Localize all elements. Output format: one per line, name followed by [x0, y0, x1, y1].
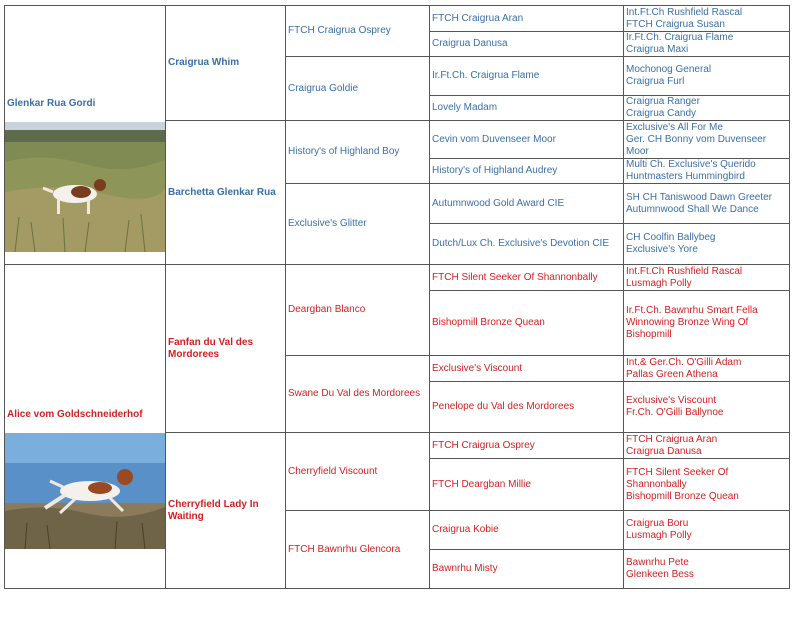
gen4-name[interactable]: FTCH Craigrua Aran: [430, 6, 624, 32]
gen5-pair[interactable]: Ir.Ft.Ch. Craigrua Flame Craigrua Maxi: [624, 32, 790, 57]
gen4-name[interactable]: Ir.Ft.Ch. Craigrua Flame: [430, 57, 624, 96]
gen5-pair[interactable]: FTCH Silent Seeker Of Shannonbally Bishopmill Bronze Quean: [624, 459, 790, 511]
gen5-pair[interactable]: Int.Ft.Ch Rushfield Rascal Lusmagh Polly: [624, 265, 790, 291]
gen4-name[interactable]: FTCH Deargban Millie: [430, 459, 624, 511]
gen5-pair[interactable]: SH CH Taniswood Dawn Greeter Autumnwood Shall We Dance: [624, 184, 790, 224]
dam-dam-sire-name[interactable]: Cherryfield Viscount: [286, 433, 430, 511]
gen4-name[interactable]: Autumnwood Gold Award CIE: [430, 184, 624, 224]
sire-sire-sire-name[interactable]: FTCH Craigrua Osprey: [286, 6, 430, 57]
gen4-name[interactable]: History's of Highland Audrey: [430, 159, 624, 184]
dam-cell: [5, 265, 166, 589]
gen4-name[interactable]: Dutch/Lux Ch. Exclusive's Devotion CIE: [430, 224, 624, 265]
dam-sire-sire-name[interactable]: Deargban Blanco: [286, 265, 430, 356]
gen5-pair[interactable]: CH Coolfin Ballybeg Exclusive's Yore: [624, 224, 790, 265]
gen5-pair[interactable]: Int.& Ger.Ch. O'Gilli Adam Pallas Green Athena: [624, 356, 790, 382]
dog-in-field-icon: [5, 122, 165, 252]
running-dog-icon: [5, 433, 165, 549]
gen4-name[interactable]: Craigrua Danusa: [430, 32, 624, 57]
gen5-pair[interactable]: Ir.Ft.Ch. Bawnrhu Smart Fella Winnowing Bronze Wing Of Bishopmill: [624, 291, 790, 356]
dam-dam-name[interactable]: Cherryfield Lady In Waiting: [166, 433, 286, 589]
dam-sire-dam-name[interactable]: Swane Du Val des Mordorees: [286, 356, 430, 433]
sire-name[interactable]: Glenkar Rua Gordi: [7, 98, 96, 109]
gen4-name[interactable]: Exclusive's Viscount: [430, 356, 624, 382]
sire-dam-sire-name[interactable]: History's of Highland Boy: [286, 121, 430, 184]
gen4-name[interactable]: Bawnrhu Misty: [430, 550, 624, 589]
gen4-name[interactable]: Lovely Madam: [430, 96, 624, 121]
gen4-name[interactable]: FTCH Craigrua Osprey: [430, 433, 624, 459]
sire-sire-name[interactable]: Craigrua Whim: [166, 6, 286, 121]
sire-dam-dam-name[interactable]: Exclusive's Glitter: [286, 184, 430, 265]
pedigree-table: [4, 5, 790, 589]
gen5-pair[interactable]: FTCH Craigrua Aran Craigrua Danusa: [624, 433, 790, 459]
gen4-name[interactable]: Bishopmill Bronze Quean: [430, 291, 624, 356]
gen5-pair[interactable]: Exclusive's Viscount Fr.Ch. O'Gilli Ballynoe: [624, 382, 790, 433]
gen5-pair[interactable]: Mochonog General Craigrua Furl: [624, 57, 790, 96]
sire-sire-dam-name[interactable]: Craigrua Goldie: [286, 57, 430, 121]
sire-cell: [5, 6, 166, 265]
gen4-name[interactable]: Cevin vom Duvenseer Moor: [430, 121, 624, 159]
gen4-name[interactable]: Craigrua Kobie: [430, 511, 624, 550]
dam-photo: [5, 433, 165, 549]
gen4-name[interactable]: Penelope du Val des Mordorees: [430, 382, 624, 433]
dam-dam-dam-name[interactable]: FTCH Bawnrhu Glencora: [286, 511, 430, 589]
gen5-pair[interactable]: Exclusive's All For Me Ger. CH Bonny vom Duvenseer Moor: [624, 121, 790, 159]
sire-dam-name[interactable]: Barchetta Glenkar Rua: [166, 121, 286, 265]
dam-sire-name[interactable]: Fanfan du Val des Mordorees: [166, 265, 286, 433]
gen5-pair[interactable]: Int.Ft.Ch Rushfield Rascal FTCH Craigrua Susan: [624, 6, 790, 32]
gen5-pair[interactable]: Multi Ch. Exclusive's Querido Huntmasters Hummingbird: [624, 159, 790, 184]
gen4-name[interactable]: FTCH Silent Seeker Of Shannonbally: [430, 265, 624, 291]
gen5-pair[interactable]: Craigrua Ranger Craigrua Candy: [624, 96, 790, 121]
sire-photo: [5, 122, 165, 252]
gen5-pair[interactable]: Bawnrhu Pete Glenkeen Bess: [624, 550, 790, 589]
dam-name[interactable]: Alice vom Goldschneiderhof: [7, 409, 143, 420]
gen5-pair[interactable]: Craigrua Boru Lusmagh Polly: [624, 511, 790, 550]
